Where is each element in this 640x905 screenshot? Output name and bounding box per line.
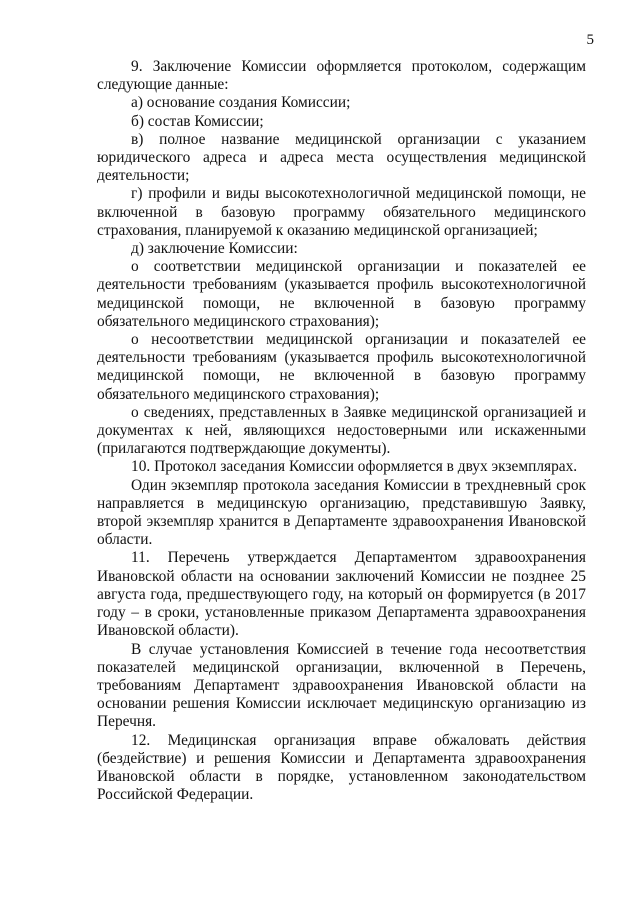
paragraph-10: 10. Протокол заседания Комиссии оформляется в двух экземплярах. — [131, 458, 578, 476]
paragraph-12: 12. Медицинская организация вправе обжаловать действия (бездействие) и решения Комиссии и Департамента здравоохранения Ивановской области в порядке, установленном законодательством Российской Федерации. — [97, 731, 586, 804]
paragraph-9: 9. Заключение Комиссии оформляется протоколом, содержащим следующие данные: — [97, 58, 586, 94]
item-v: в) полное название медицинской организации с указанием юридического адреса и адреса места осуществления медицинской деятельности; — [97, 130, 586, 185]
page-number: 5 — [586, 32, 594, 48]
item-a: а) основание создания Комиссии; — [131, 94, 351, 112]
conclusion-noncompliance: о несоответствии медицинской организации и показателей ее деятельности требованиям (указывается профиль высокотехнологичной медицинской помощи, не включенной в базовую программу обязательного медицинского страхования); — [97, 331, 586, 403]
paragraph-11: 11. Перечень утверждается Департаментом здравоохранения Ивановской области на основании заключений Комиссии не позднее 25 августа года, предшествующего году, на который он формируется (в 2017 году – в сроки, установленные приказом Департамента здравоохранения Ивановской области). — [97, 549, 586, 640]
conclusion-compliance: о соответствии медицинской организации и показателей ее деятельности требованиям (указывается профиль высокотехнологичной медицинской помощи, не включенной в базовую программу обязательного медицинского страхования); — [97, 258, 586, 330]
item-d: д) заключение Комиссии: — [131, 240, 298, 258]
paragraph-10-copies: Один экземпляр протокола заседания Комиссии в трехдневный срок направляется в медицинскую организацию, представившую Заявку, второй экземпляр хранится в Департаменте здравоохранения Ивановской области. — [97, 476, 586, 549]
paragraph-11-exclusion: В случае установления Комиссией в течение года несоответствия показателей медицинской организации, включенной в Перечень, требованиям Департамент здравоохранения Ивановской области на основании решения Комиссии исключает медицинскую организацию из Перечня. — [97, 640, 586, 731]
item-b: б) состав Комиссии; — [131, 112, 264, 130]
document-body — [97, 58, 586, 804]
item-g: г) профили и виды высокотехнологичной медицинской помощи, не включенной в базовую программу обязательного медицинского страхования, планируемой к оказанию медицинской организацией; — [97, 185, 586, 239]
conclusion-false-info: о сведениях, представленных в Заявке медицинской организацией и документах к ней, являющихся недостоверными или искаженными (прилагаются подтверждающие документы). — [97, 403, 586, 458]
